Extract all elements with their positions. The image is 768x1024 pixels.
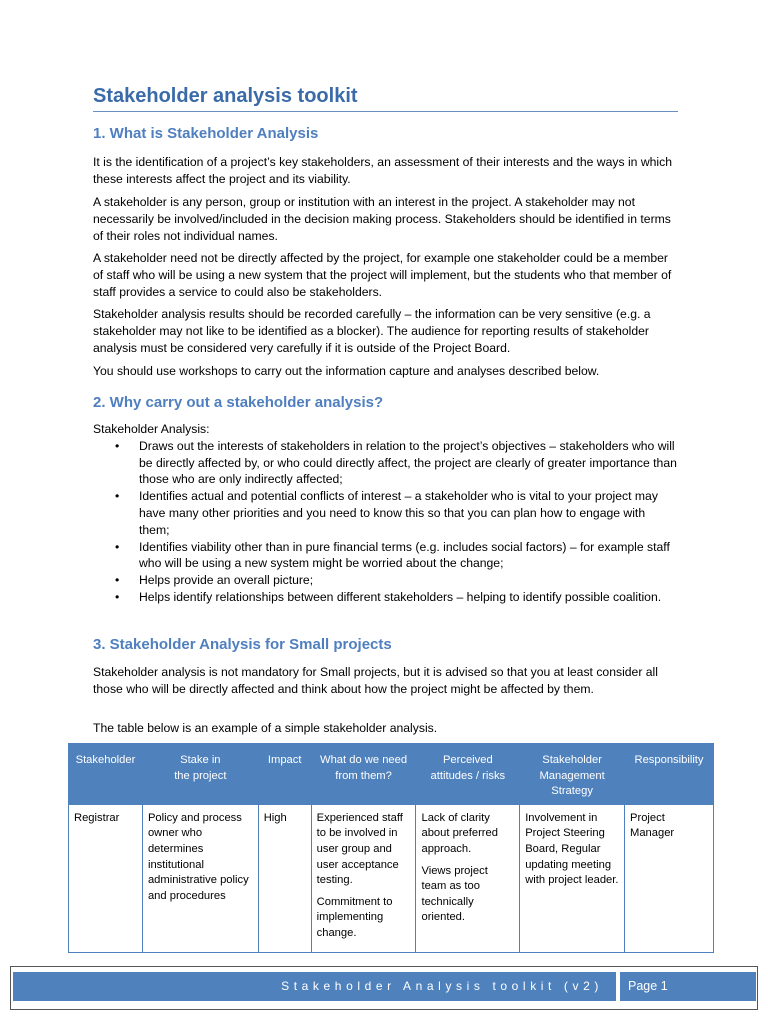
footer-document-label: Stakeholder Analysis toolkit (v2) <box>281 979 603 993</box>
column-header: Stakeholder <box>69 744 143 805</box>
list-item: • Helps identify relationships between different stakeholders – helping to identify possible coalition. <box>115 589 662 604</box>
header-line: the project <box>174 769 227 782</box>
bullet-icon: • <box>115 438 120 453</box>
header-line: Stakeholder <box>542 754 602 766</box>
cell-needs <box>311 804 416 952</box>
header-line: from them? <box>335 769 392 782</box>
paragraph-1: It is the identification of a project’s key stakeholders, an assessment of their interests and the ways in which these interests affect the project and its viability. <box>93 155 672 186</box>
cell-strategy: Involvement in Project Steering Board, Regular updating meeting with project leader. <box>520 804 625 952</box>
bullet-icon: • <box>115 573 120 588</box>
benefits-list <box>93 421 678 606</box>
paragraph-2: A stakeholder is any person, group or institution with an interest in the project. A stakeholder may not necessarily be involved/included in the decision making process. Stakeholders should be identified in terms of their roles not individual names. <box>93 195 671 243</box>
cell-text: Lack of clarity about preferred approach. <box>421 811 498 855</box>
paragraph-3: A stakeholder need not be directly affected by the project, for example one stakeholder could be a member of staff who will be using a new system that the project will implement, but the students who that member of staff provides a service to could also be stakeholders. <box>93 251 672 299</box>
column-header: Impact <box>258 744 311 805</box>
list-item: • Helps provide an overall picture; <box>115 573 314 588</box>
list-item: • Identifies actual and potential conflicts of interest – a stakeholder who is vital to your project may have many other priorities and you need to know this so that you can plan how to engage with them; <box>115 489 658 537</box>
column-header <box>520 744 625 805</box>
cell-text: Views project team as too technically oriented. <box>421 864 488 924</box>
header-line: attitudes / risks <box>430 769 506 782</box>
header-line: What do we need <box>320 754 408 766</box>
list-item: • Draws out the interests of stakeholders in relation to the project’s objectives – stakeholders who will be directly affected by, or who could directly affect, the project are clearly of greater importance than those who are only indirectly affected; <box>115 438 677 487</box>
page-number: 1 <box>660 979 668 993</box>
cell-impact: High <box>258 804 311 952</box>
paragraph-5: You should use workshops to carry out the information capture and analyses described below. <box>93 364 600 378</box>
cell-responsibility: Project Manager <box>625 804 714 952</box>
paragraph-6: Stakeholder analysis is not mandatory for Small projects, but it is advised so that you at least consider all those who will be directly affected and think about how the project might be affected by them. <box>93 665 658 696</box>
cell-attitudes <box>416 804 520 952</box>
cell-text: Commitment to implementing change. <box>316 895 393 939</box>
title-divider <box>93 111 678 112</box>
paragraph-7: The table below is an example of a simple stakeholder analysis. <box>93 721 438 735</box>
footer-page-number <box>620 972 756 1001</box>
column-header <box>311 744 416 805</box>
header-line: Strategy <box>551 785 593 798</box>
list-item: • Identifies viability other than in pure financial terms (e.g. includes social factors) – for example staff who will be using a new system might be worried about the change; <box>115 539 670 571</box>
table-header-row <box>69 744 714 805</box>
header-line: Stake in <box>180 754 221 766</box>
stakeholder-table <box>68 743 714 953</box>
header-line: Perceived <box>442 754 493 766</box>
page-label: Page <box>628 979 658 993</box>
cell-stake: Policy and process owner who determines institutional administrative policy and procedures <box>142 804 258 952</box>
header-line: Management <box>539 769 605 782</box>
section-heading-1: 1. What is Stakeholder Analysis <box>93 125 319 142</box>
bullet-icon: • <box>115 589 120 604</box>
column-header: Responsibility <box>625 744 714 805</box>
column-header <box>142 744 258 805</box>
list-intro: Stakeholder Analysis: <box>93 422 210 436</box>
bullet-icon: • <box>115 539 120 554</box>
section-heading-3: 3. Stakeholder Analysis for Small projects <box>93 636 392 653</box>
page-title: Stakeholder analysis toolkit <box>93 85 358 107</box>
paragraph-4: Stakeholder analysis results should be recorded carefully – the information can be very sensitive (e.g. a stakeholder may not like to be identified as a blocker). The audience for reporting results of stakeholder analysis must be considered very carefully if it is outside of the Project Board. <box>93 307 651 355</box>
table-row <box>69 804 714 952</box>
bullet-icon: • <box>115 489 120 504</box>
cell-stakeholder: Registrar <box>69 804 143 952</box>
cell-text: Experienced staff to be involved in user group and user acceptance testing. <box>316 811 403 887</box>
column-header <box>416 744 520 805</box>
section-heading-2: 2. Why carry out a stakeholder analysis? <box>93 394 384 411</box>
